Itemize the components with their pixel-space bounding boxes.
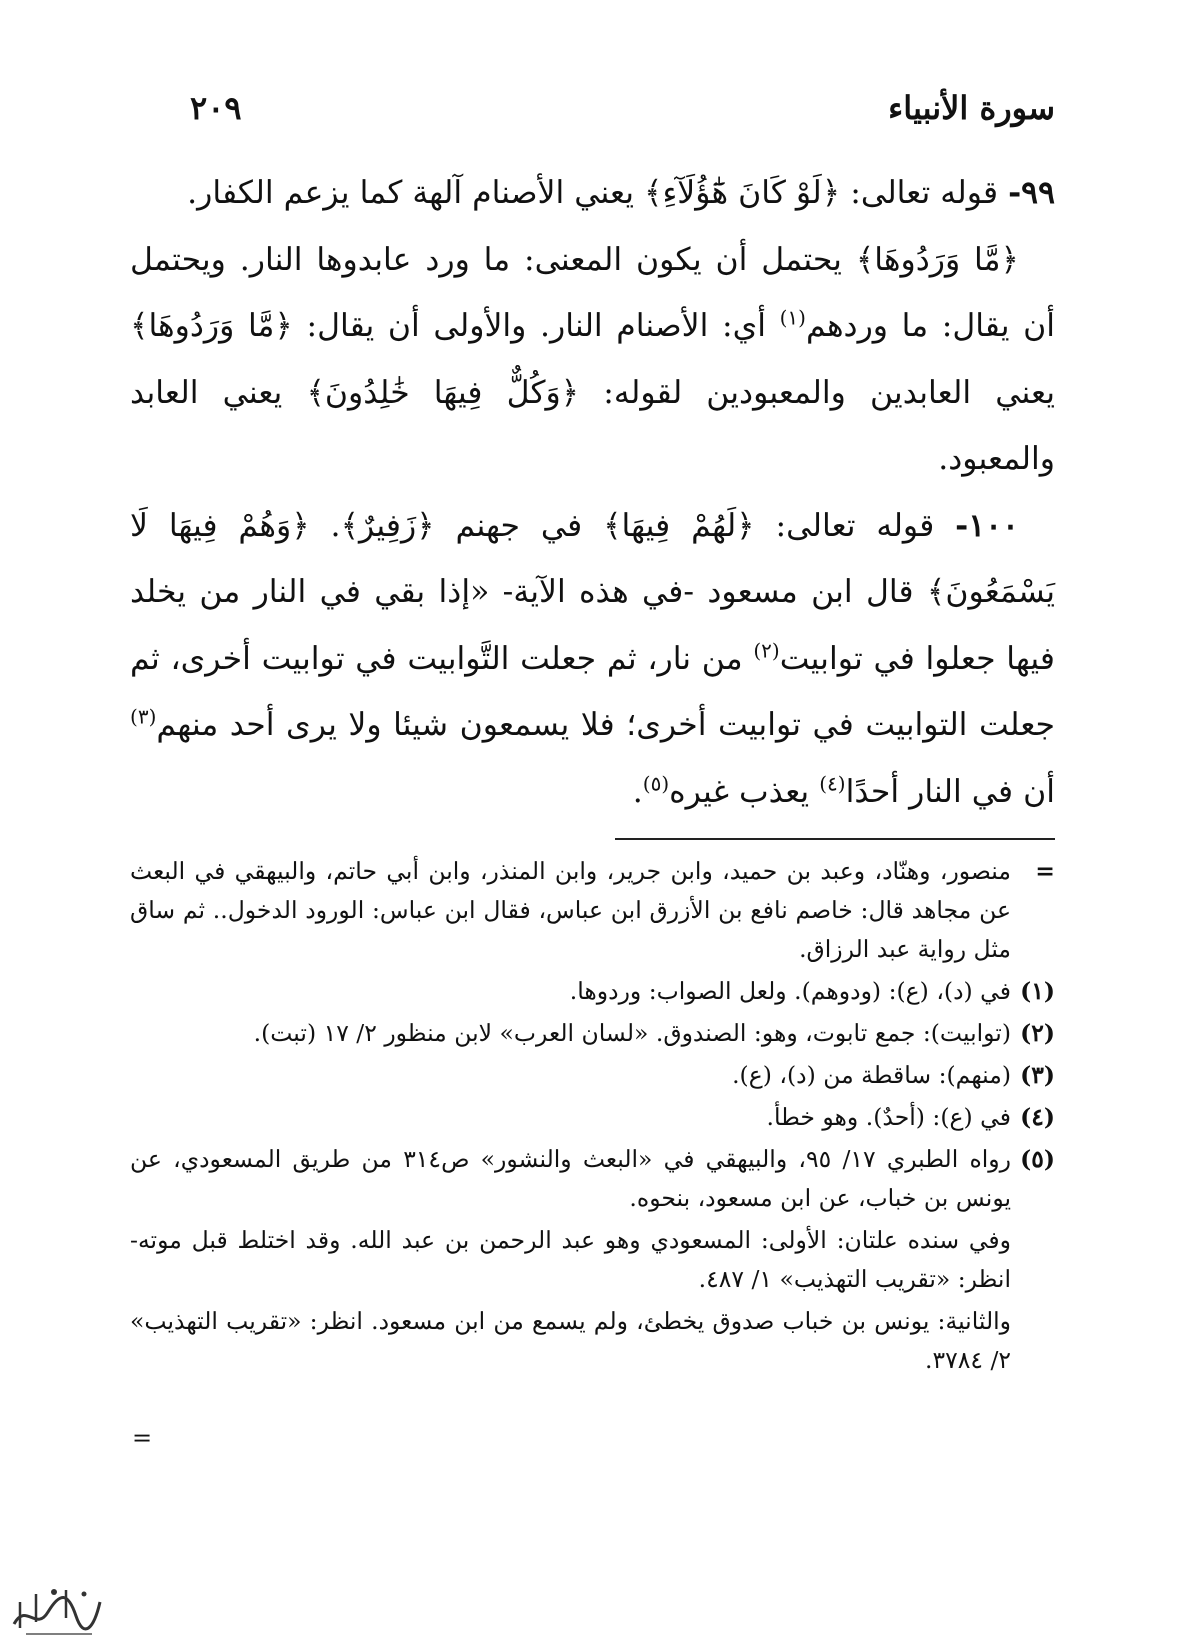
running-title: سورة الأنبياء xyxy=(888,89,1055,127)
footnote-ref[interactable]: (١) xyxy=(779,305,806,330)
continuation-mark: = xyxy=(132,1424,153,1452)
quran-quote: ﴿وَكُلٌّ فِيهَا خَٰلِدُونَ﴾ xyxy=(306,374,580,411)
paragraph-99 xyxy=(130,160,1055,227)
footnote-text: منصور، وهنّاد، وعبد بن حميد، وابن جرير، وابن المنذر، وابن أبي حاتم، والبيهقي في البعث عن مجاهد قال: خاصم نافع بن الأزرق ابن عباس، فقال ابن عباس: الورود الدخول.. ثم ساق مثل رواية عبد الرزاق. xyxy=(130,857,1011,963)
text-run: من نار، ثم جعلت التَّوابيت في توابيت أخرى، ثم جعلت التوابيت في توابيت أخرى؛ فلا يسمعون شيئا ولا يرى أحد منهم xyxy=(130,640,1055,743)
footnote-divider xyxy=(615,838,1055,840)
verse-number: ١٠٠- xyxy=(955,506,1019,544)
verse-number: ٩٩- xyxy=(1008,174,1055,211)
quran-quote: ﴿وَهُمْ فِيهَا لَا يَسْمَعُونَ﴾ xyxy=(130,507,1055,610)
continuation-mark: = xyxy=(1035,857,1055,885)
footnote-5 xyxy=(130,1140,1055,1218)
footnote-ref[interactable]: (٢) xyxy=(753,638,780,662)
text-run: قوله تعالى: xyxy=(754,507,956,544)
text-run: . xyxy=(309,507,341,544)
footnote-ref[interactable]: (٥) xyxy=(642,771,670,795)
almostafa-logo-icon xyxy=(6,1572,106,1642)
footnote-ref[interactable]: (٣) xyxy=(130,704,157,729)
quran-quote: ﴿مَّا وَرَدُوهَا﴾ xyxy=(855,241,1019,278)
footnote-1 xyxy=(130,972,1055,1011)
footnote-ref[interactable]: (٤) xyxy=(819,771,846,795)
footnote-4 xyxy=(130,1098,1055,1137)
footnote-text: (توابيت): جمع تابوت، وهو: الصندوق. «لسان العرب» لابن منظور ٢/ ١٧ (تبت). xyxy=(253,1019,1011,1047)
paragraph-100 xyxy=(130,493,1055,826)
text-run: قوله تعالى: xyxy=(840,175,1009,211)
text-run: يعني العابد والمعبود. xyxy=(130,374,1055,477)
text-run: أن في النار أحدًا xyxy=(845,773,1055,810)
footnote-mark: (٤) xyxy=(1020,1103,1055,1131)
paragraph-explanation xyxy=(130,227,1055,493)
page-header xyxy=(130,78,1055,138)
footnote-mark: (٣) xyxy=(1020,1061,1055,1089)
quran-quote: ﴿لَوْ كَانَ هَٰٓؤُلَآءِ﴾ xyxy=(643,175,841,211)
footnote-text: (منهم): ساقطة من (د)، (ع). xyxy=(732,1061,1011,1089)
footnote-continuation xyxy=(130,852,1055,969)
footnote-3 xyxy=(130,1056,1055,1095)
footnote-mark: (٢) xyxy=(1020,1019,1055,1047)
footnote-mark: (١) xyxy=(1020,977,1055,1005)
text-run: قال ابن مسعود -في هذه الآية- «إذا بقي في النار من يخلد فيها جعلوا في توابيت xyxy=(130,574,1055,677)
text-run: في جهنم xyxy=(434,507,604,544)
main-text xyxy=(130,160,1055,825)
footnote-text: رواه الطبري ١٧/ ٩٥، والبيهقي في «البعث والنشور» ص٣١٤ من طريق المسعودي، عن يونس بن خباب، عن ابن مسعود، بنحوه. xyxy=(130,1145,1011,1212)
text-run: يعني الأصنام آلهة كما يزعم الكفار. xyxy=(187,175,644,211)
quran-quote: ﴿مَّا وَرَدُوهَا﴾ xyxy=(130,308,293,344)
footnote-mark: (٥) xyxy=(1020,1145,1055,1173)
quran-quote: ﴿زَفِيرٌ﴾ xyxy=(340,507,435,544)
text-run: أي: الأصنام النار. والأولى أن يقال: xyxy=(292,308,780,344)
text-run: يعذب غيره xyxy=(669,773,820,810)
footnotes xyxy=(130,852,1055,1383)
page-number: ٢٠٩ xyxy=(190,89,242,127)
text-run: يعني العابدين والمعبودين لقوله: xyxy=(579,374,1055,411)
footnote-5-continuation: والثانية: يونس بن خباب صدوق يخطئ، ولم يسمع من ابن مسعود. انظر: «تقريب التهذيب» ٢/ ٣٧٨٤. xyxy=(130,1307,1011,1374)
footnote-text: في (د)، (ع): (ودوهم). ولعل الصواب: وردوها. xyxy=(569,977,1011,1005)
text-run: . xyxy=(632,773,643,810)
footnote-2 xyxy=(130,1014,1055,1053)
footnote-5-continuation: وفي سنده علتان: الأولى: المسعودي وهو عبد الرحمن بن عبد الله. وقد اختلط قبل موته- انظر: «تقريب التهذيب» ١/ ٤٨٧. xyxy=(130,1226,1011,1293)
footnote-text: في (ع): (أحدٌ). وهو خطأ. xyxy=(766,1103,1011,1131)
text-run: يحتمل أن يكون المعنى: ما ورد عابدوها النار. ويحتمل أن يقال: ما وردهم xyxy=(130,241,1055,344)
quran-quote: ﴿لَهُمْ فِيهَا﴾ xyxy=(603,507,755,544)
